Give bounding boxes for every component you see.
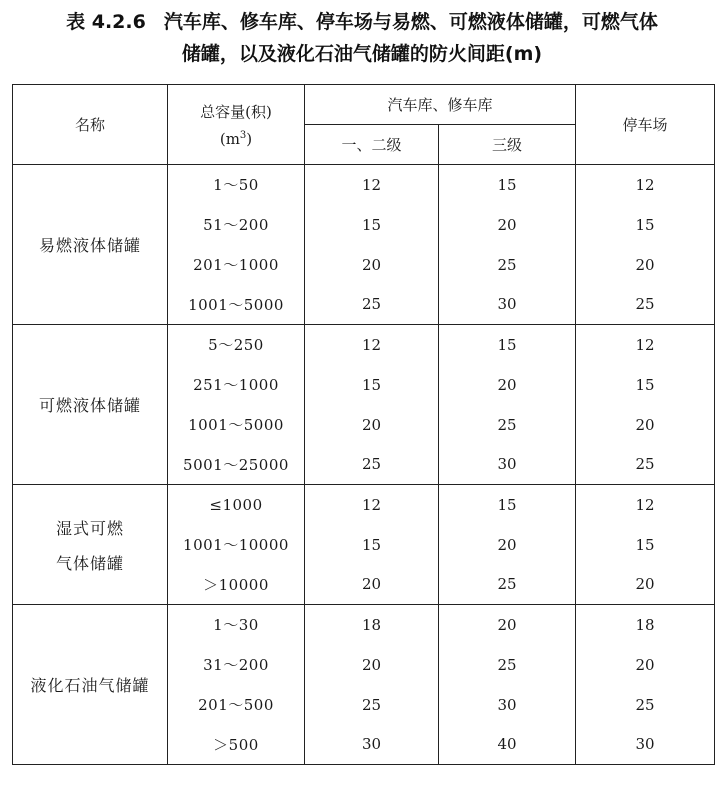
volume-cell: 201～500 [168,685,305,725]
table-row [13,165,715,205]
grade-3-distance: 40 [439,725,576,765]
tank-type-name-line: 气体储罐 [55,553,124,573]
volume-cell: ≤1000 [168,485,305,525]
parking-distance: 20 [576,645,715,685]
header-volume-label: 总容量(积) [200,103,272,121]
volume-cell: 1001～5000 [168,405,305,445]
parking-distance: 18 [576,605,715,645]
grade-3-distance: 30 [439,285,576,325]
tank-type-name [13,485,168,605]
table-row [13,485,715,525]
grade-1-2-distance: 12 [305,325,439,365]
grade-1-2-distance: 15 [305,205,439,245]
parking-distance: 25 [576,285,715,325]
grade-3-distance: 20 [439,205,576,245]
table-header [13,85,715,165]
grade-3-distance: 30 [439,685,576,725]
volume-cell: ＞10000 [168,565,305,605]
grade-3-distance: 20 [439,525,576,565]
grade-1-2-distance: 18 [305,605,439,645]
caption-number: 表 4.2.6 [66,11,146,33]
volume-cell: 251～1000 [168,365,305,405]
grade-1-2-distance: 15 [305,365,439,405]
parking-distance: 20 [576,245,715,285]
grade-3-distance: 25 [439,565,576,605]
grade-1-2-distance: 25 [305,445,439,485]
volume-cell: ＞500 [168,725,305,765]
header-grade-1-2: 一、二级 [305,125,439,165]
tank-type-name [13,325,168,485]
table-body [13,165,715,765]
tank-type-name-line: 易燃液体储罐 [38,236,141,255]
parking-distance: 15 [576,205,715,245]
grade-1-2-distance: 25 [305,685,439,725]
grade-3-distance: 20 [439,365,576,405]
grade-3-distance: 20 [439,605,576,645]
caption-line-1 [0,6,724,38]
grade-3-distance: 15 [439,165,576,205]
parking-distance: 15 [576,365,715,405]
caption-text-1: 汽车库、修车库、停车场与易燃、可燃液体储罐，可燃气体 [163,11,658,33]
parking-distance: 30 [576,725,715,765]
grade-3-distance: 25 [439,645,576,685]
tank-type-name-line: 湿式可燃 [55,518,124,538]
tank-type-name-line: 可燃液体储罐 [38,396,141,415]
volume-cell: 1～50 [168,165,305,205]
grade-3-distance: 25 [439,245,576,285]
fire-distance-table [12,84,715,765]
table-row [13,325,715,365]
grade-1-2-distance: 20 [305,245,439,285]
grade-1-2-distance: 20 [305,565,439,605]
parking-distance: 25 [576,685,715,725]
parking-distance: 20 [576,405,715,445]
parking-distance: 12 [576,485,715,525]
volume-cell: 5～250 [168,325,305,365]
grade-1-2-distance: 20 [305,405,439,445]
grade-1-2-distance: 25 [305,285,439,325]
header-garage-group: 汽车库、修车库 [305,85,576,125]
volume-cell: 1～30 [168,605,305,645]
grade-1-2-distance: 30 [305,725,439,765]
parking-distance: 12 [576,165,715,205]
header-parking: 停车场 [576,85,715,165]
caption-line-2: 储罐，以及液化石油气储罐的防火间距(m) [181,43,543,65]
volume-cell: 51～200 [168,205,305,245]
header-grade-3: 三级 [439,125,576,165]
header-volume-unit: $(m^3)$ [219,130,253,148]
volume-cell: 1001～5000 [168,285,305,325]
grade-3-distance: 25 [439,405,576,445]
grade-1-2-distance: 12 [305,485,439,525]
parking-distance: 25 [576,445,715,485]
grade-3-distance: 15 [439,325,576,365]
table-caption [0,6,724,70]
tank-type-name [13,605,168,765]
volume-cell: 1001～10000 [168,525,305,565]
volume-cell: 201～1000 [168,245,305,285]
table-row [13,605,715,645]
parking-distance: 12 [576,325,715,365]
parking-distance: 20 [576,565,715,605]
header-name: 名称 [13,85,168,165]
grade-1-2-distance: 15 [305,525,439,565]
tank-type-name [13,165,168,325]
grade-3-distance: 30 [439,445,576,485]
header-volume [168,85,305,165]
volume-cell: 5001～25000 [168,445,305,485]
volume-cell: 31～200 [168,645,305,685]
grade-1-2-distance: 12 [305,165,439,205]
tank-type-name-line: 液化石油气储罐 [30,676,150,695]
grade-3-distance: 15 [439,485,576,525]
grade-1-2-distance: 20 [305,645,439,685]
parking-distance: 15 [576,525,715,565]
